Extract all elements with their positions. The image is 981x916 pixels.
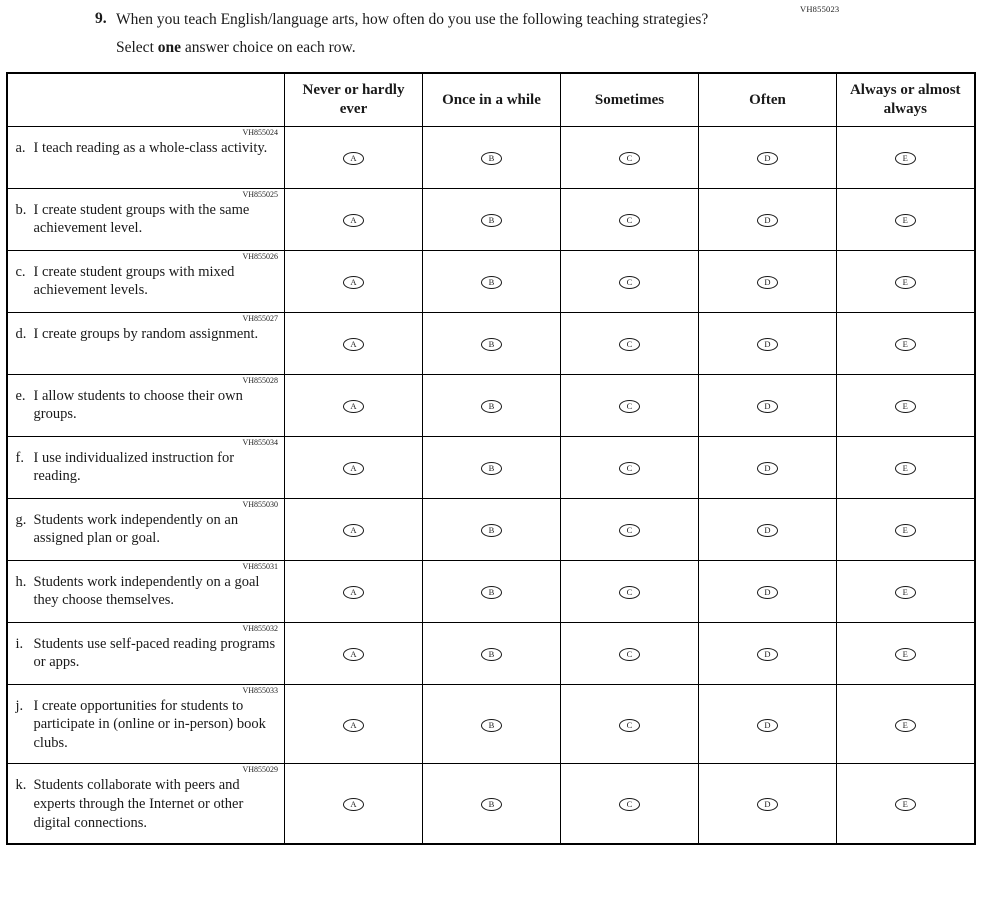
answer-oval[interactable]: A [343, 400, 364, 413]
answer-oval[interactable]: D [757, 648, 778, 661]
instruction-prefix: Select [116, 39, 158, 57]
row-text [14, 572, 281, 612]
question-text: When you teach English/language arts, how often do you use the following teaching strategies? [116, 11, 709, 28]
instruction-suffix: answer choice on each row. [181, 39, 356, 57]
column-header-often: Often [699, 73, 837, 126]
row-label: I create opportunities for students to participate in (online or in-person) book clubs. [33, 697, 266, 752]
answer-cell [561, 684, 699, 764]
row-letter: f. [15, 449, 24, 466]
table-row [7, 188, 975, 250]
answer-cell [423, 312, 561, 374]
answer-cell [285, 498, 423, 560]
answer-cell [285, 764, 423, 844]
row-label: I create groups by random assignment. [33, 325, 259, 342]
answer-cell [285, 560, 423, 622]
row-code: VH855029 [242, 765, 278, 775]
answer-cell [699, 684, 837, 764]
row-text [14, 448, 281, 488]
answer-cell [285, 312, 423, 374]
row-code: VH855034 [242, 437, 278, 447]
answer-cell [837, 126, 975, 188]
answer-cell [561, 622, 699, 684]
answer-cell [837, 188, 975, 250]
row-text [14, 510, 281, 550]
answer-oval[interactable]: E [895, 214, 916, 227]
answer-oval[interactable]: C [619, 462, 640, 475]
answer-cell [561, 560, 699, 622]
answer-cell [837, 250, 975, 312]
answer-oval[interactable]: C [619, 798, 640, 811]
answer-oval[interactable]: B [481, 798, 502, 811]
answer-oval[interactable]: A [343, 586, 364, 599]
row-label-cell [7, 764, 285, 844]
answer-cell [561, 126, 699, 188]
answer-oval[interactable]: C [619, 338, 640, 351]
answer-oval[interactable]: D [757, 276, 778, 289]
answer-cell [699, 498, 837, 560]
row-label-cell [7, 684, 285, 764]
row-code: VH855026 [242, 251, 278, 261]
row-text [14, 775, 281, 833]
answer-oval[interactable]: B [481, 400, 502, 413]
answer-oval[interactable]: C [619, 214, 640, 227]
answer-oval[interactable]: A [343, 152, 364, 165]
answer-oval[interactable]: D [757, 798, 778, 811]
table-row [7, 312, 975, 374]
row-letter: j. [15, 697, 24, 714]
row-code: VH855027 [242, 313, 278, 323]
answer-oval[interactable]: D [757, 524, 778, 537]
answer-cell [423, 250, 561, 312]
instruction-text [116, 39, 941, 57]
row-code: VH855032 [242, 623, 278, 633]
row-label-cell [7, 498, 285, 560]
answer-cell [285, 684, 423, 764]
answer-cell [561, 764, 699, 844]
answer-cell [837, 498, 975, 560]
answer-oval[interactable]: C [619, 400, 640, 413]
row-letter: b. [15, 201, 27, 218]
row-label-cell [7, 312, 285, 374]
form-code: VH855023 [800, 4, 840, 14]
answer-oval[interactable]: E [895, 152, 916, 165]
column-header-once-in-a-while: Once in a while [423, 73, 561, 126]
answer-oval[interactable]: E [895, 338, 916, 351]
answer-cell [699, 622, 837, 684]
instruction-bold: one [157, 39, 181, 57]
answer-oval[interactable]: B [481, 524, 502, 537]
row-code: VH855033 [242, 685, 278, 695]
row-label-cell [7, 436, 285, 498]
answer-cell [837, 312, 975, 374]
row-label: I allow students to choose their own groups. [33, 387, 243, 423]
answer-oval[interactable]: D [757, 586, 778, 599]
column-header-sometimes: Sometimes [561, 73, 699, 126]
answer-oval[interactable]: C [619, 524, 640, 537]
answer-cell [699, 436, 837, 498]
row-letter: e. [15, 387, 26, 404]
table-row [7, 560, 975, 622]
answer-oval[interactable]: D [757, 462, 778, 475]
row-text [14, 324, 281, 364]
table-row [7, 436, 975, 498]
answer-oval[interactable]: B [481, 719, 502, 732]
answer-cell [837, 560, 975, 622]
answer-cell [699, 374, 837, 436]
answer-cell [561, 312, 699, 374]
row-label-header [7, 73, 285, 126]
answer-cell [561, 374, 699, 436]
answer-cell [699, 764, 837, 844]
header-row [7, 73, 975, 126]
row-label: I use individualized instruction for reading. [33, 449, 235, 485]
table-row [7, 126, 975, 188]
answer-cell [561, 188, 699, 250]
answer-oval[interactable]: A [343, 798, 364, 811]
row-text [14, 262, 281, 302]
row-label: I create student groups with mixed achievement levels. [33, 263, 235, 299]
answer-oval[interactable]: E [895, 648, 916, 661]
column-header-never: Never or hardly ever [285, 73, 423, 126]
answer-oval[interactable]: B [481, 214, 502, 227]
row-label-cell [7, 126, 285, 188]
row-letter: h. [15, 573, 27, 590]
table-row [7, 498, 975, 560]
answer-cell [837, 764, 975, 844]
row-label: Students collaborate with peers and experts through the Internet or other digital connections. [33, 777, 244, 831]
row-code: VH855028 [242, 375, 278, 385]
answer-oval[interactable]: E [895, 798, 916, 811]
answer-oval[interactable]: A [343, 524, 364, 537]
row-label: I create student groups with the same achievement level. [33, 201, 250, 237]
answer-cell [837, 684, 975, 764]
row-label-cell [7, 250, 285, 312]
answer-oval[interactable]: E [895, 462, 916, 475]
answer-oval[interactable]: C [619, 276, 640, 289]
answer-cell [423, 126, 561, 188]
row-letter: d. [15, 325, 27, 342]
row-letter: i. [15, 635, 24, 652]
answer-oval[interactable]: A [343, 462, 364, 475]
question-body [116, 10, 941, 57]
answer-cell [561, 250, 699, 312]
answer-oval[interactable]: B [481, 648, 502, 661]
row-text [14, 200, 281, 240]
row-code: VH855031 [242, 561, 278, 571]
row-label: I teach reading as a whole-class activity. [33, 139, 268, 156]
table-row [7, 764, 975, 844]
answer-oval[interactable]: A [343, 719, 364, 732]
row-label: Students work independently on an assigned plan or goal. [33, 511, 239, 547]
answer-oval[interactable]: C [619, 152, 640, 165]
table-row [7, 622, 975, 684]
table-row [7, 374, 975, 436]
question-number: 9. [95, 10, 107, 27]
answer-cell [423, 436, 561, 498]
row-letter: a. [15, 139, 26, 156]
answer-cell [561, 498, 699, 560]
answer-oval[interactable]: D [757, 338, 778, 351]
answer-oval[interactable]: A [343, 214, 364, 227]
answer-oval[interactable]: A [343, 338, 364, 351]
answer-oval[interactable]: D [757, 152, 778, 165]
answer-oval[interactable]: D [757, 719, 778, 732]
answer-cell [423, 188, 561, 250]
row-label-cell [7, 560, 285, 622]
answer-cell [837, 622, 975, 684]
row-text [14, 634, 281, 674]
answer-cell [561, 436, 699, 498]
answer-oval[interactable]: E [895, 276, 916, 289]
answer-cell [285, 622, 423, 684]
answer-cell [699, 560, 837, 622]
column-header-always: Always or almost always [837, 73, 975, 126]
answer-oval[interactable]: E [895, 586, 916, 599]
row-label: Students work independently on a goal they choose themselves. [33, 573, 260, 609]
answer-oval[interactable]: D [757, 400, 778, 413]
answer-oval[interactable]: E [895, 400, 916, 413]
row-text [14, 696, 281, 754]
answer-cell [285, 436, 423, 498]
row-label-cell [7, 188, 285, 250]
answer-oval[interactable]: A [343, 276, 364, 289]
row-code: VH855030 [242, 499, 278, 509]
answer-cell [285, 374, 423, 436]
answer-cell [423, 498, 561, 560]
row-text [14, 138, 281, 178]
row-label-cell [7, 374, 285, 436]
answer-cell [699, 188, 837, 250]
answer-cell [423, 622, 561, 684]
answer-cell [285, 126, 423, 188]
answer-cell [285, 250, 423, 312]
answer-cell [699, 126, 837, 188]
answer-oval[interactable]: B [481, 152, 502, 165]
row-code: VH855024 [242, 127, 278, 137]
row-code: VH855025 [242, 189, 278, 199]
answer-oval[interactable]: C [619, 719, 640, 732]
table-row [7, 250, 975, 312]
answer-oval[interactable]: E [895, 719, 916, 732]
answer-oval[interactable]: B [481, 586, 502, 599]
answer-oval[interactable]: B [481, 338, 502, 351]
answer-oval[interactable]: B [481, 462, 502, 475]
row-letter: g. [15, 511, 27, 528]
answer-cell [837, 436, 975, 498]
answer-oval[interactable]: E [895, 524, 916, 537]
answer-cell [285, 188, 423, 250]
answer-oval[interactable]: C [619, 648, 640, 661]
table-row [7, 684, 975, 764]
answer-cell [423, 764, 561, 844]
row-label-cell [7, 622, 285, 684]
answer-oval[interactable]: D [757, 214, 778, 227]
answer-cell [423, 560, 561, 622]
answer-oval[interactable]: C [619, 586, 640, 599]
answer-cell [423, 374, 561, 436]
answer-cell [423, 684, 561, 764]
answer-cell [699, 250, 837, 312]
row-letter: c. [15, 263, 26, 280]
answer-cell [699, 312, 837, 374]
answer-oval[interactable]: A [343, 648, 364, 661]
answer-cell [837, 374, 975, 436]
answer-oval[interactable]: B [481, 276, 502, 289]
row-label: Students use self-paced reading programs or apps. [33, 635, 276, 671]
row-text [14, 386, 281, 426]
row-letter: k. [15, 777, 27, 794]
response-grid [6, 72, 976, 845]
